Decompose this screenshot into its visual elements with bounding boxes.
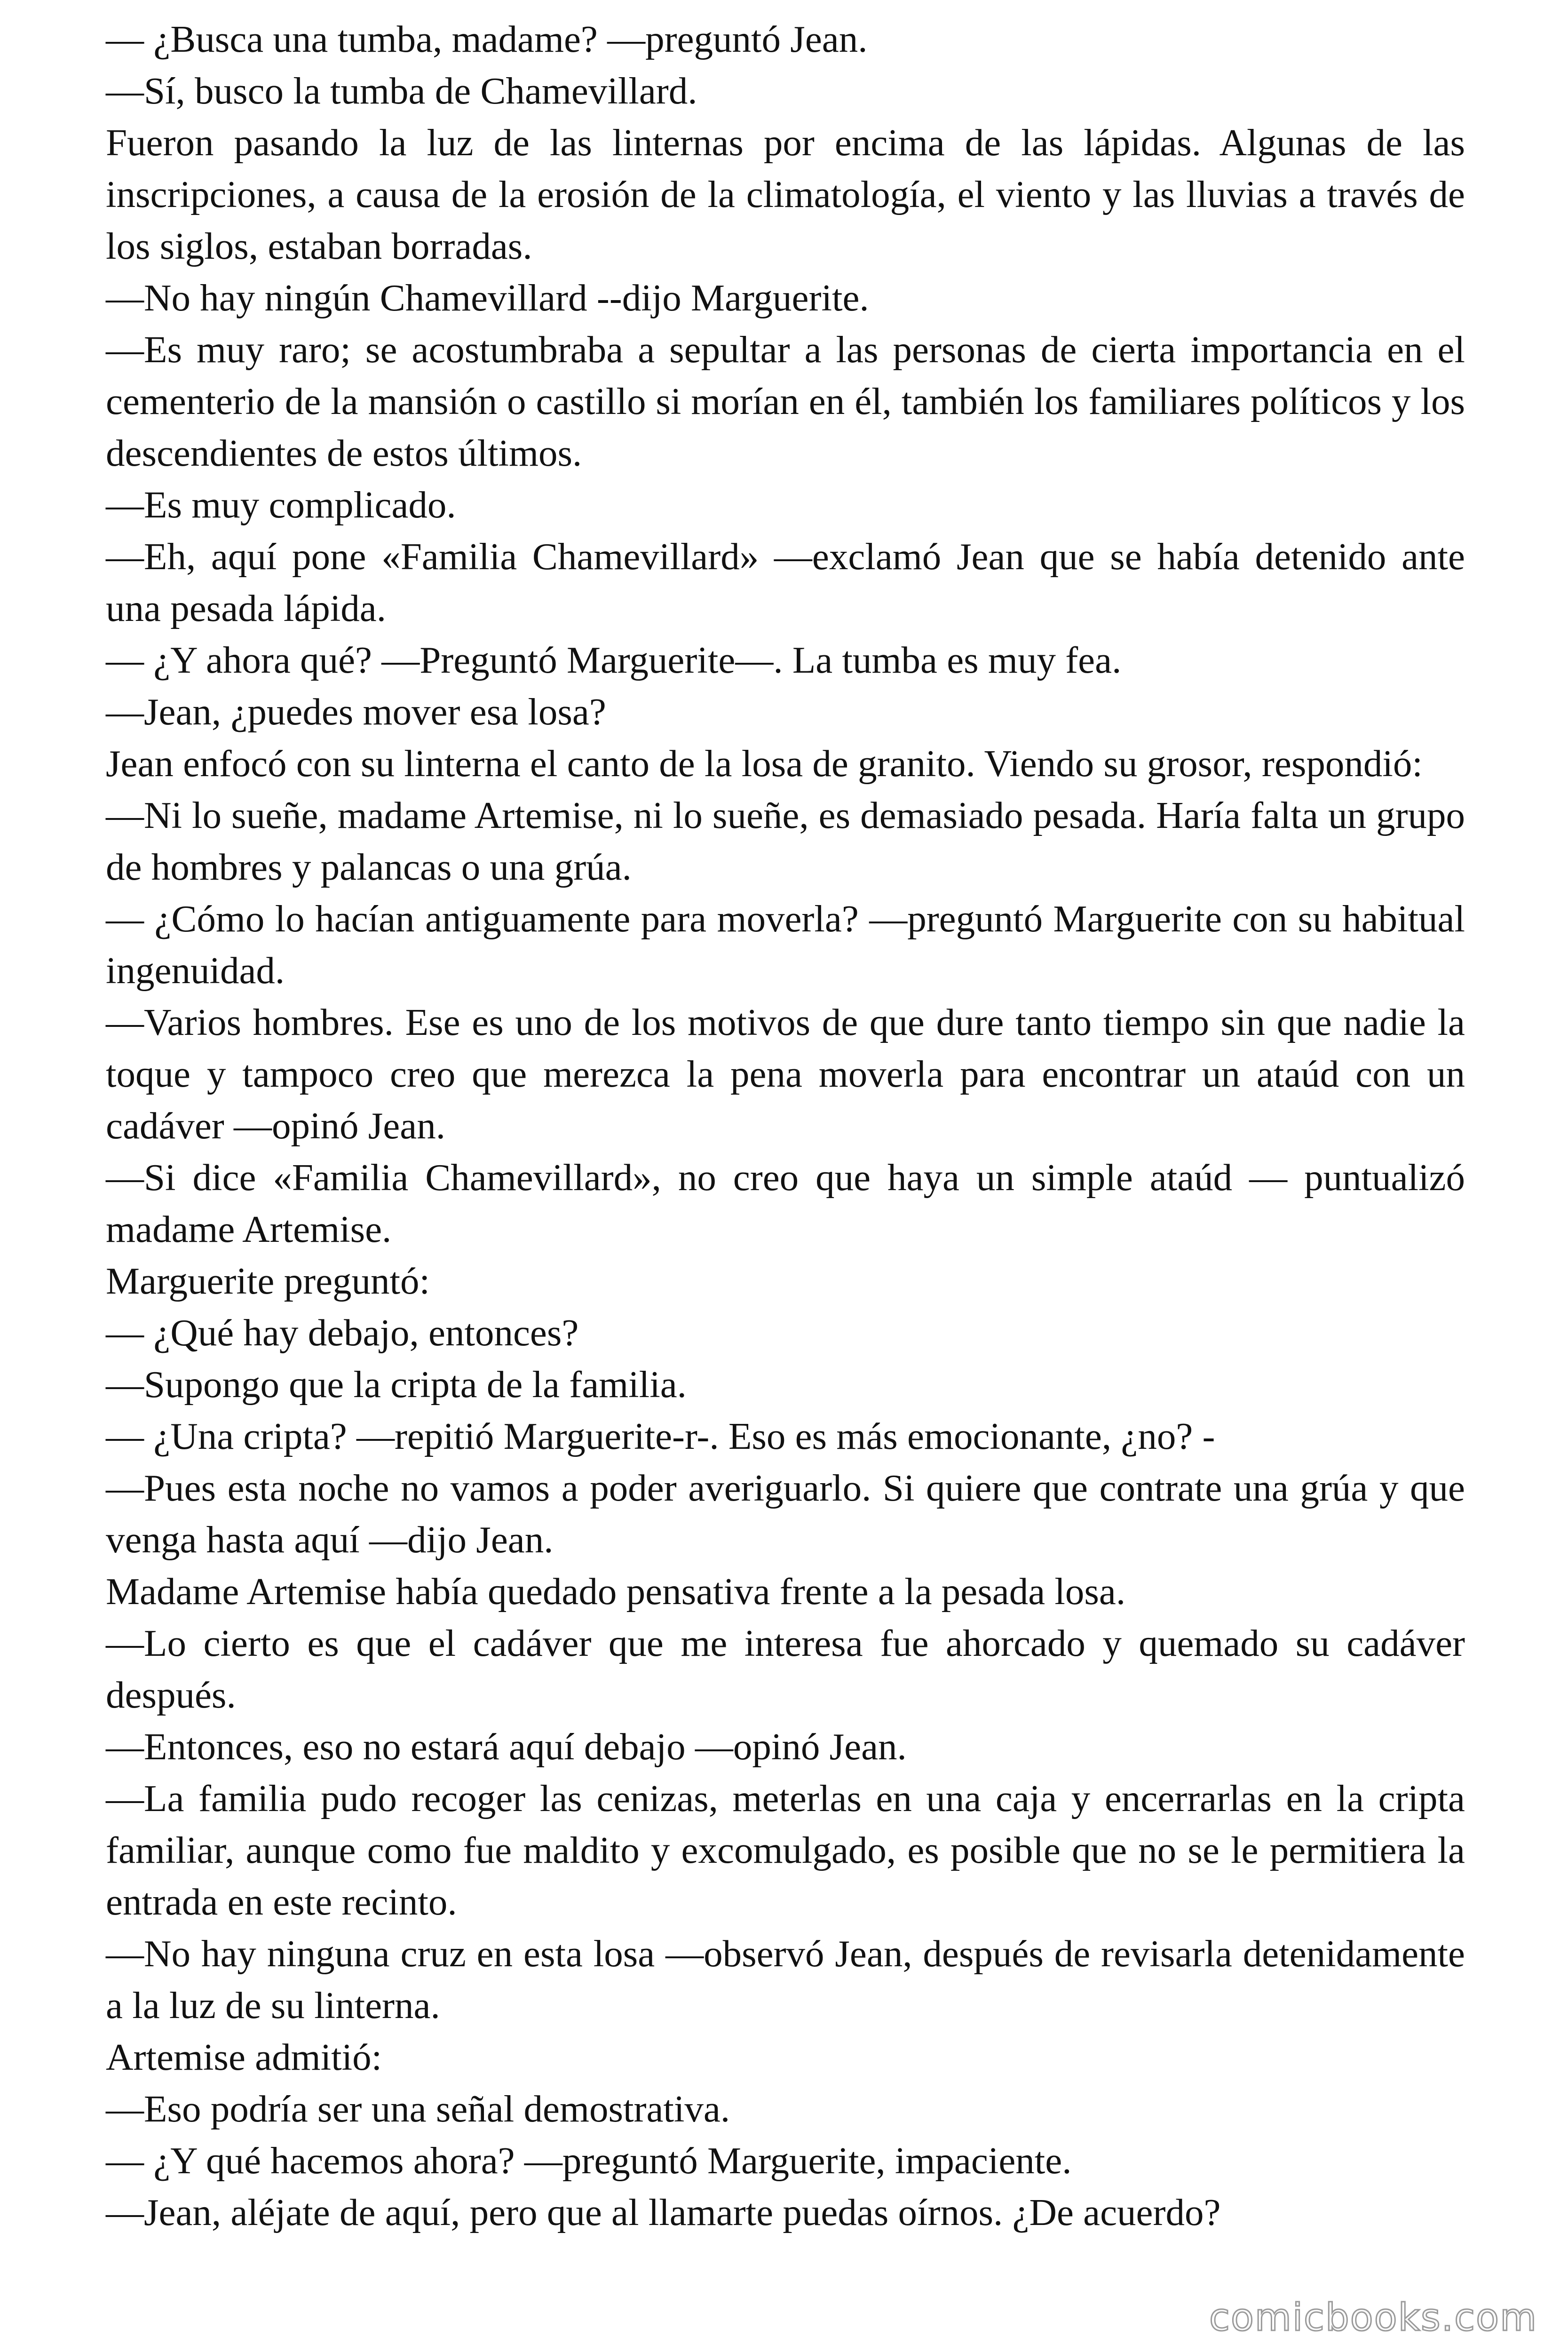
paragraph-21: —Lo cierto es que el cadáver que me interesa fue ahorcado y quemado su cadáver después.: [106, 1622, 1465, 1716]
paragraph-7: —Eh, aquí pone «Familia Chamevillard» —exclamó Jean que se había detenido ante una pesada lápida.: [106, 535, 1465, 629]
paragraph-14: —Si dice «Familia Chamevillard», no creo que haya un simple ataúd — puntualizó madame Artemise.: [106, 1156, 1465, 1250]
paragraph-13: —Varios hombres. Ese es uno de los motivos de que dure tanto tiempo sin que nadie la toque y tampoco creo que merezca la pena moverla para encontrar un ataúd con un cadáver —opinó Jean.: [106, 1001, 1465, 1147]
paragraph-10: Jean enfocó con su linterna el canto de la losa de granito. Viendo su grosor, respondió:: [106, 742, 1423, 785]
paragraph-12: — ¿Cómo lo hacían antiguamente para moverla? —preguntó Marguerite con su habitual ingenuidad.: [106, 898, 1465, 992]
paragraph-20: Madame Artemise había quedado pensativa frente a la pesada losa.: [106, 1570, 1126, 1613]
paragraph-18: — ¿Una cripta? —repitió Marguerite-r-. Eso es más emocionante, ¿no? -: [106, 1415, 1215, 1457]
paragraph-3: Fueron pasando la luz de las linternas por encima de las lápidas. Algunas de las inscripciones, a causa de la erosión de la climatología, el viento y las lluvias a través de los siglos, estaban borradas.: [106, 121, 1465, 267]
paragraph-9: —Jean, ¿puedes mover esa losa?: [106, 691, 606, 733]
watermark-logo: comicbooks.com: [1209, 2296, 1537, 2339]
paragraph-27: — ¿Y qué hacemos ahora? —preguntó Marguerite, impaciente.: [106, 2139, 1072, 2182]
paragraph-25: Artemise admitió:: [106, 2036, 382, 2078]
paragraph-19: —Pues esta noche no vamos a poder averiguarlo. Si quiere que contrate una grúa y que venga hasta aquí —dijo Jean.: [106, 1467, 1465, 1561]
paragraph-26: —Eso podría ser una señal demostrativa.: [106, 2088, 730, 2130]
paragraph-5: —Es muy raro; se acostumbraba a sepultar a las personas de cierta importancia en el cementerio de la mansión o castillo si morían en él, también los familiares políticos y los descendientes de estos últimos.: [106, 328, 1465, 474]
paragraph-2: —Sí, busco la tumba de Chamevillard.: [106, 70, 697, 112]
page-text: [106, 13, 1465, 2238]
paragraph-22: —Entonces, eso no estará aquí debajo —opinó Jean.: [106, 1725, 907, 1768]
paragraph-11: —Ni lo sueñe, madame Artemise, ni lo sueñe, es demasiado pesada. Haría falta un grupo de hombres y palancas o una grúa.: [106, 794, 1465, 888]
paragraph-8: — ¿Y ahora qué? —Preguntó Marguerite—. La tumba es muy fea.: [106, 639, 1122, 681]
paragraph-17: —Supongo que la cripta de la familia.: [106, 1363, 687, 1406]
paragraph-28: —Jean, aléjate de aquí, pero que al llamarte puedas oírnos. ¿De acuerdo?: [106, 2191, 1221, 2233]
paragraph-1: — ¿Busca una tumba, madame? —preguntó Jean.: [106, 18, 868, 60]
paragraph-24: —No hay ninguna cruz en esta losa —observó Jean, después de revisarla detenidamente a la luz de su linterna.: [106, 1932, 1465, 2026]
paragraph-15: Marguerite preguntó:: [106, 1260, 430, 1302]
paragraph-23: —La familia pudo recoger las cenizas, meterlas en una caja y encerrarlas en la cripta familiar, aunque como fue maldito y excomulgado, es posible que no se le permitiera la entrada en este recinto.: [106, 1777, 1465, 1923]
paragraph-4: —No hay ningún Chamevillard --dijo Marguerite.: [106, 277, 869, 319]
paragraph-6: —Es muy complicado.: [106, 484, 456, 526]
paragraph-16: — ¿Qué hay debajo, entonces?: [106, 1311, 579, 1354]
